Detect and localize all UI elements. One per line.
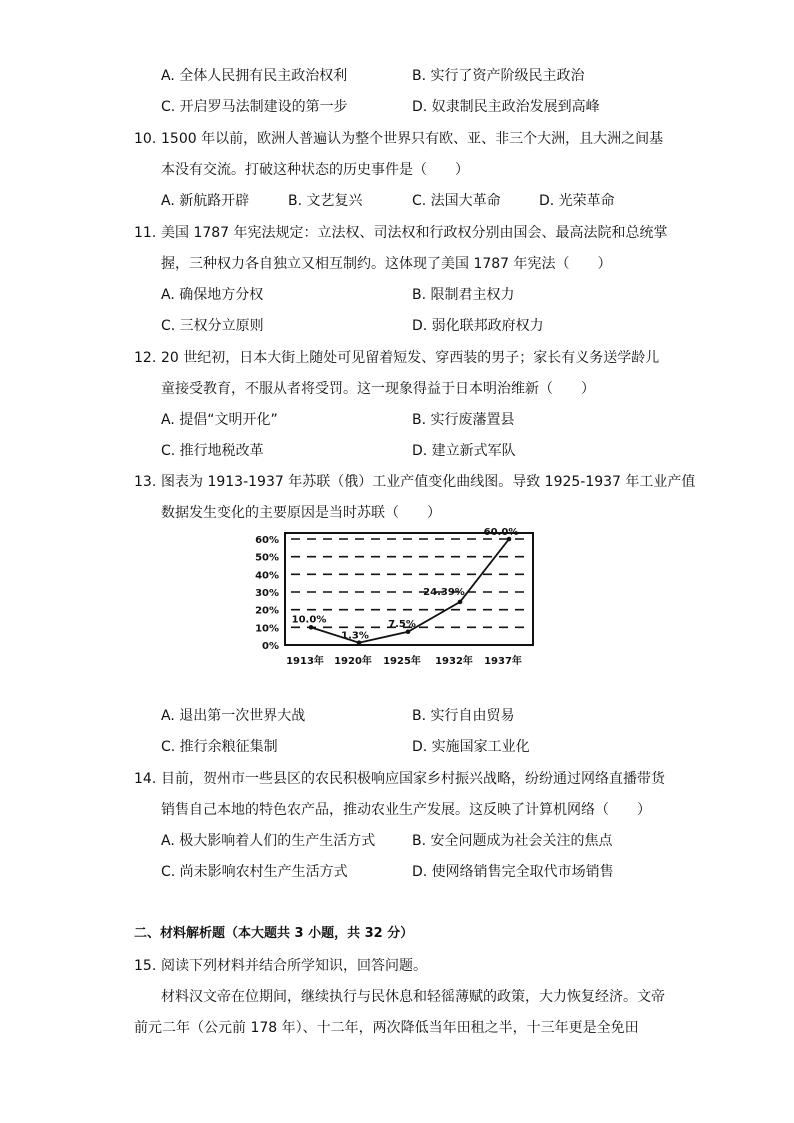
y-tick-label: 40%: [255, 570, 279, 582]
y-tick-label: 50%: [255, 552, 279, 564]
q9-option-a: A. 全体人民拥有民主政治权利: [161, 68, 348, 84]
data-label: 24.39%: [423, 586, 465, 598]
q12-option-c: C. 推行地税改革: [161, 443, 264, 459]
y-tick-label: 60%: [255, 535, 279, 546]
data-point: [458, 600, 463, 605]
q10-line-2: 本没有交流。打破这种状态的历史事件是（ ）: [161, 162, 469, 178]
q15-number: 15.: [134, 958, 157, 974]
q10-number: 10.: [134, 131, 157, 147]
q14-line-1: 目前，贺州市一些县区的农民积极响应国家乡村振兴战略，纷纷通过网络直播带货: [161, 771, 665, 787]
section-2-heading: 二、材料解析题（本大题共 3 小题，共 32 分）: [134, 926, 414, 941]
x-tick-label: 1925年: [383, 656, 421, 667]
q12-option-b: B. 实行废藩置县: [412, 412, 515, 428]
y-tick-label: 0%: [262, 641, 279, 652]
data-label: 1.3%: [341, 630, 369, 642]
q15-line-1: 阅读下列材料并结合所学知识，回答问题。: [161, 958, 427, 974]
x-tick-label: 1937年: [484, 656, 522, 667]
q10-option-c: C. 法国大革命: [412, 193, 501, 209]
q14-number: 14.: [134, 771, 157, 787]
q15-line-3: 前元二年（公元前 178 年）、十二年，两次降低当年田租之半，十三年更是全免田: [134, 1020, 639, 1036]
q14-option-c: C. 尚未影响农村生产生活方式: [161, 864, 348, 880]
q13-option-d: D. 实施国家工业化: [412, 739, 530, 755]
q13-line-1: 图表为 1913-1937 年苏联（俄）工业产值变化曲线图。导致 1925-1937 年工业产值: [161, 474, 696, 490]
q14-line-2: 销售自己本地的特色农产品，推动农业生产发展。这反映了计算机网络（ ）: [161, 802, 651, 818]
q11-line-2: 握，三种权力各自独立又相互制约。这体现了美国 1787 年宪法（ ）: [161, 256, 612, 272]
q11-option-a: A. 确保地方分权: [161, 287, 264, 303]
y-tick-label: 30%: [255, 588, 279, 599]
q11-line-1: 美国 1787 年宪法规定：立法权、司法权和行政权分别由国会、最高法院和总统掌: [161, 225, 668, 241]
q9-option-c: C. 开启罗马法制建设的第一步: [161, 99, 348, 115]
x-tick-label: 1913年: [286, 656, 324, 667]
data-label: 10.0%: [291, 614, 327, 626]
q13-option-a: A. 退出第一次世界大战: [161, 708, 306, 724]
q13-line-2: 数据发生变化的主要原因是当时苏联（ ）: [161, 505, 441, 521]
y-tick-label: 10%: [255, 623, 279, 635]
q12-option-a: A. 提倡“文明开化”: [161, 412, 278, 428]
data-point: [309, 625, 314, 630]
x-tick-label: 1932年: [435, 656, 473, 667]
q14-option-d: D. 使网络销售完全取代市场销售: [412, 864, 614, 880]
data-point: [406, 629, 411, 634]
q12-line-1: 20 世纪初，日本大街上随处可见留着短发、穿西装的男子；家长有义务送学龄儿: [161, 350, 660, 366]
q15-line-2: 材料汉文帝在位期间，继续执行与民休息和轻徭薄赋的政策，大力恢复经济。文帝: [161, 989, 665, 1005]
q14-option-b: B. 安全问题成为社会关注的焦点: [412, 833, 613, 849]
y-tick-label: 20%: [255, 605, 279, 617]
q9-option-d: D. 奴隶制民主政治发展到高峰: [412, 99, 600, 115]
q13-number: 13.: [134, 474, 157, 490]
q12-line-2: 童接受教育，不服从者将受罚。这一现象得益于日本明治维新（ ）: [161, 381, 595, 397]
data-label: 7.5%: [388, 618, 416, 630]
q14-option-a: A. 极大影响着人们的生产生活方式: [161, 833, 376, 849]
q11-option-b: B. 限制君主权力: [412, 287, 515, 303]
q11-option-d: D. 弱化联邦政府权力: [412, 318, 544, 334]
q11-option-c: C. 三权分立原则: [161, 318, 264, 334]
data-label: 60.0%: [483, 527, 519, 538]
q12-number: 12.: [134, 350, 157, 366]
q10-option-b: B. 文艺复兴: [288, 193, 363, 209]
q10-line-1: 1500 年以前，欧洲人普遍认为整个世界只有欧、亚、非三个大洲，且大洲之间基: [161, 131, 664, 147]
q11-number: 11.: [134, 225, 157, 241]
q12-option-d: D. 建立新式军队: [412, 443, 516, 459]
industrial-output-line-chart: [253, 527, 545, 671]
q13-option-c: C. 推行余粮征集制: [161, 739, 278, 755]
q10-option-d: D. 光荣革命: [539, 193, 615, 209]
q9-option-b: B. 实行了资产阶级民主政治: [412, 68, 585, 84]
x-tick-label: 1920年: [334, 656, 372, 667]
q13-option-b: B. 实行自由贸易: [412, 708, 515, 724]
q10-option-a: A. 新航路开辟: [161, 193, 250, 209]
